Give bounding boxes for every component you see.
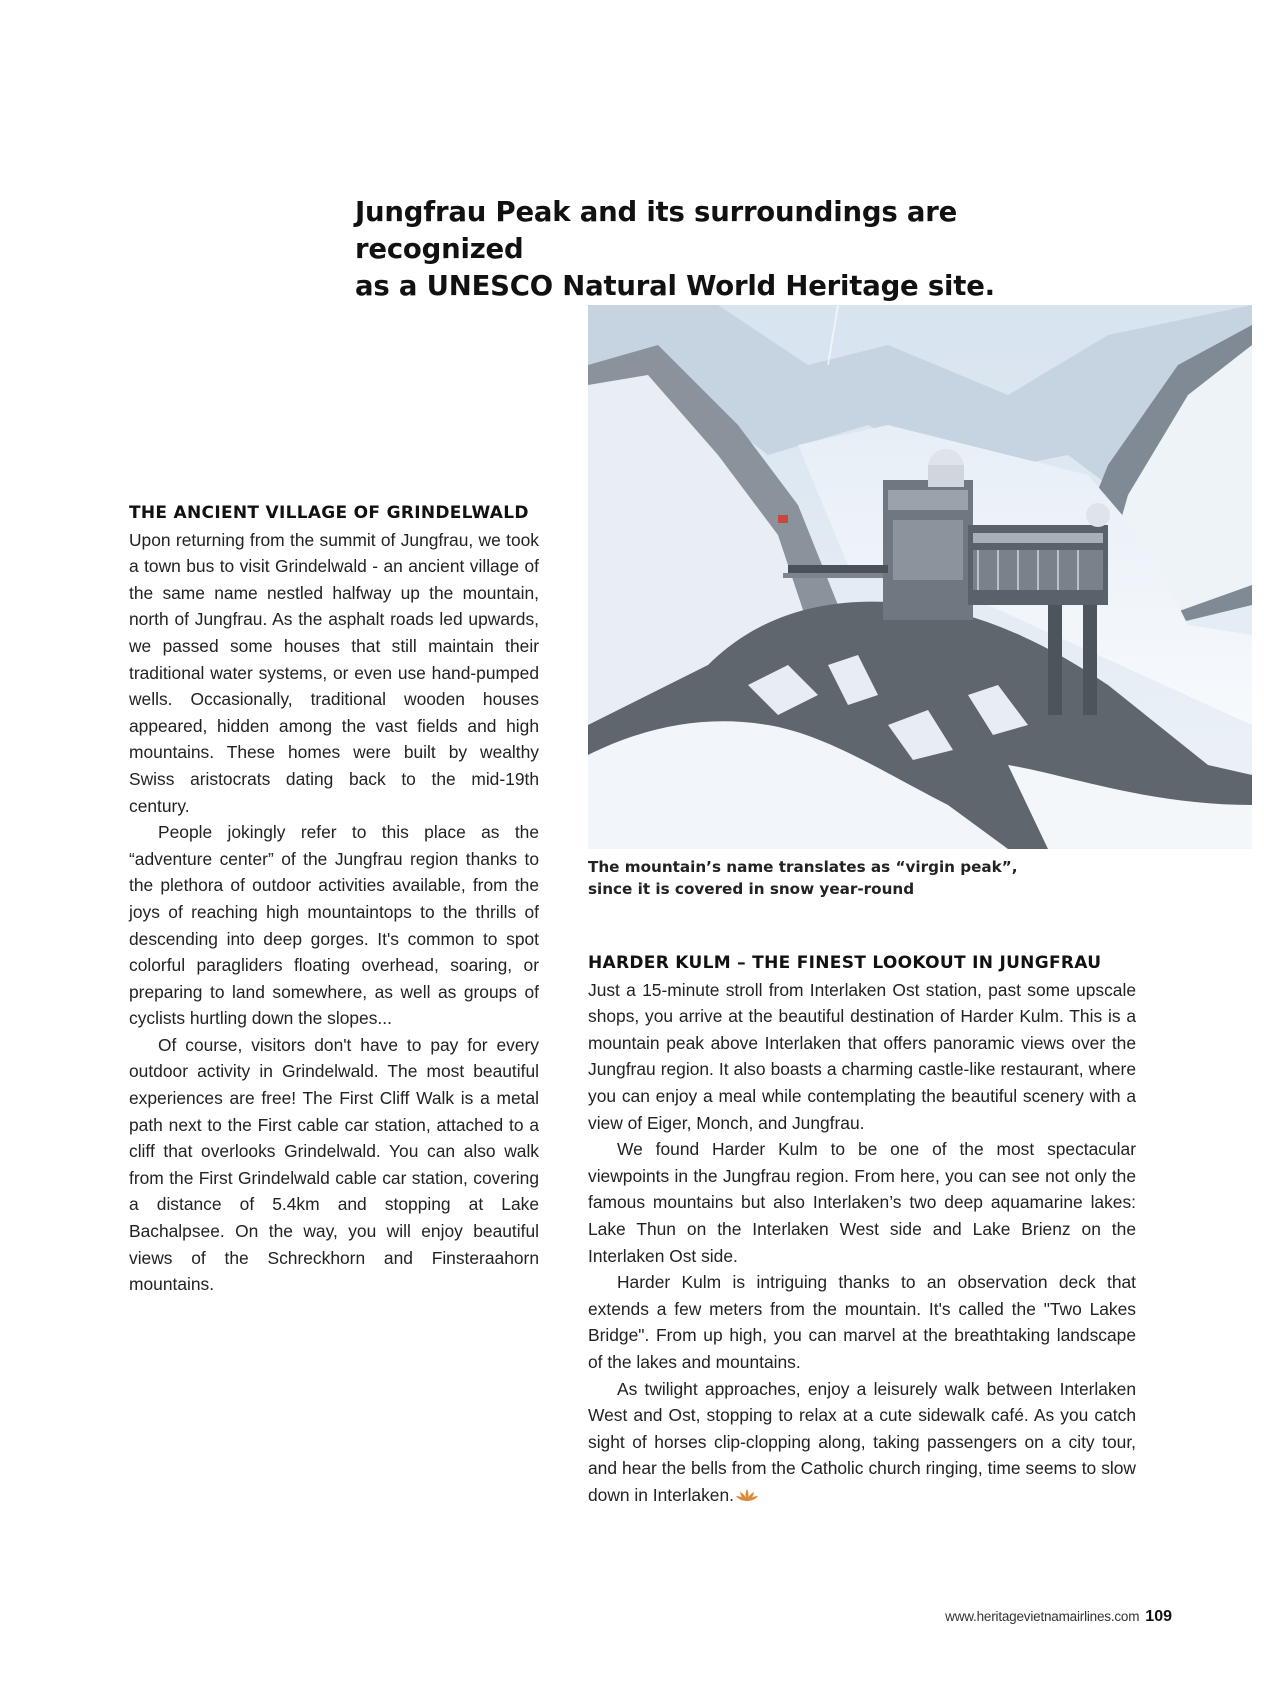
snowy-mountain-observatory-illustration (588, 305, 1252, 849)
body-paragraph: We found Harder Kulm to be one of the most spectacular viewpoints in the Jungfrau region. From here, you can see not only the famous mountains but also Interlaken’s two deep aquamarine lakes: Lake Thun on the Interlaken West side and Lake Brienz on the Interlaken Ost side. (588, 1139, 1136, 1266)
footer-url: www.heritagevietnamairlines.com (945, 1609, 1140, 1624)
pull-quote-line-1: Jungfrau Peak and its surroundings are recognized (355, 196, 958, 265)
page-number: 109 (1145, 1608, 1172, 1625)
page-footer (900, 1608, 1172, 1626)
pull-quote (355, 194, 1115, 305)
body-paragraph: Harder Kulm is intriguing thanks to an observation deck that extends a few meters from the mountain. It's called the "Two Lakes Bridge". From up high, you can marvel at the breathtaking landscape of the lakes and mountains. (588, 1272, 1136, 1372)
photo-caption: The mountain’s name translates as “virgin peak”, since it is covered in snow year-round (588, 858, 1018, 898)
body-paragraph: Of course, visitors don't have to pay for every outdoor activity in Grindelwald. The most beautiful experiences are free! The First Cliff Walk is a metal path next to the First cable car station, attached to a cliff that overlooks Grindelwald. You can also walk from the First Grindelwald cable car station, covering a distance of 5.4km and stopping at Lake Bachalpsee. On the way, you will enjoy beautiful views of the Schreckhorn and Finsteraahorn mountains. (129, 1034, 539, 1295)
right-column (588, 950, 1136, 1508)
left-column (129, 500, 539, 1298)
body-paragraph: Upon returning from the summit of Jungfrau, we took a town bus to visit Grindelwald - an ancient village of the same name nestled halfway up the mountain, north of Jungfrau. As the asphalt roads led upwards, we passed some houses that still maintain their traditional water systems, or even use hand-pumped wells. Occasionally, traditional wooden houses appeared, hidden among the vast fields and high mountains. These homes were built by wealthy Swiss aristocrats dating back to the mid-19th century. (129, 529, 539, 816)
jungfrau-sphinx-photo (588, 305, 1252, 849)
body-paragraph-text: As twilight approaches, enjoy a leisurely walk between Interlaken West and Ost, stopping to relax at a cute sidewalk café. As you catch sight of horses clip-clopping along, taking passengers on a city tour, and hear the bells from the Catholic church ringing, time seems to slow down in Interlaken. (588, 1378, 1136, 1505)
lotus-end-mark-icon (736, 1488, 758, 1502)
body-paragraph-last (588, 1376, 1136, 1509)
body-paragraph: People jokingly refer to this place as the “adventure center” of the Jungfrau region thanks to the plethora of outdoor activities available, from the joys of reaching high mountaintops to the thrills of descending into deep gorges. It's common to spot colorful paragliders floating overhead, soaring, or preparing to land somewhere, as well as groups of cyclists hurtling down the slopes... (129, 822, 539, 1029)
body-paragraph: Just a 15-minute stroll from Interlaken Ost station, past some upscale shops, you arrive at the beautiful destination of Harder Kulm. This is a mountain peak above Interlaken that offers panoramic views over the Jungfrau region. It also boasts a charming castle-like restaurant, where you can enjoy a meal while contemplating the beautiful scenery with a view of Eiger, Monch, and Jungfrau. (588, 979, 1136, 1133)
pull-quote-line-2: as a UNESCO Natural World Heritage site. (355, 270, 995, 302)
section-heading-harder-kulm: HARDER KULM – THE FINEST LOOKOUT IN JUNGFRAU (588, 953, 1102, 973)
section-heading-grindelwald: THE ANCIENT VILLAGE OF GRINDELWALD (129, 503, 529, 523)
